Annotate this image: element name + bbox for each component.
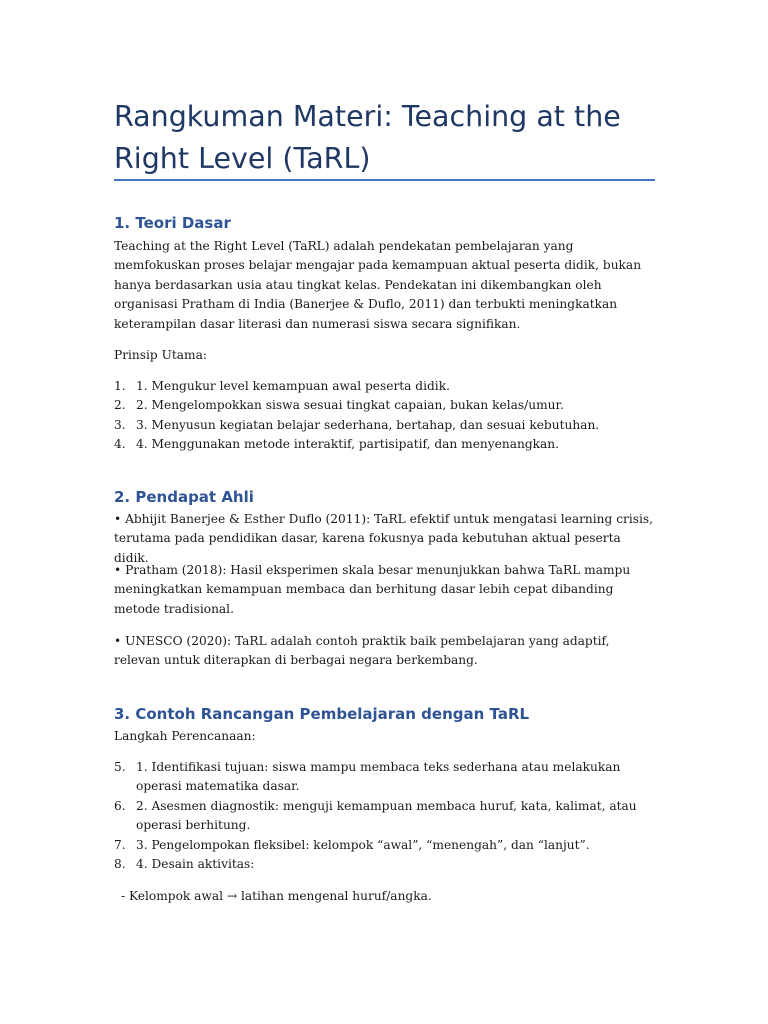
section-heading-pendapat-ahli: 2. Pendapat Ahli xyxy=(114,488,254,506)
teori-dasar-paragraph: Teaching at the Right Level (TaRL) adalah pendekatan pembelajaran yang memfokuskan proses belajar mengajar pada kemampuan aktual peserta didik, bukan hanya berdasarkan usia atau tingkat kelas. Pendekatan ini dikembangkan oleh organisasi Pratham di India (Banerjee & Duflo, 2011) dan terbukti meningkatkan keterampilan dasar literasi dan numerasi siswa secara signifikan. xyxy=(114,239,642,331)
list-item: 7. 3. Pengelompokan fleksibel: kelompok “awal”, “menengah”, dan “lanjut”. xyxy=(114,837,590,852)
section-heading-teori-dasar: 1. Teori Dasar xyxy=(114,214,231,232)
document-title: Rangkuman Materi: Teaching at the Right Level (TaRL) xyxy=(114,100,621,175)
opinion-pratham: • Pratham (2018): Hasil eksperimen skala besar menunjukkan bahwa TaRL mampu meningkatkan kemampuan membaca dan berhitung dasar lebih cepat dibanding metode tradisional. xyxy=(114,563,631,616)
opinion-unesco: • UNESCO (2020): TaRL adalah contoh praktik baik pembelajaran yang adaptif, relevan untuk diterapkan di berbagai negara berkembang. xyxy=(114,634,610,668)
principles-label: Prinsip Utama: xyxy=(114,348,207,362)
steps-label: Langkah Perencanaan: xyxy=(114,729,256,743)
list-item: 5. 1. Identifikasi tujuan: siswa mampu membaca teks sederhana atau melakukan operasi matematika dasar. xyxy=(114,760,621,794)
list-item: 8. 4. Desain aktivitas: xyxy=(114,857,255,872)
section-heading-contoh-rancangan: 3. Contoh Rancangan Pembelajaran dengan TaRL xyxy=(114,705,530,723)
title-underline xyxy=(114,179,655,181)
principles-list xyxy=(114,377,659,455)
list-item: 6. 2. Asesmen diagnostik: menguji kemampuan membaca huruf, kata, kalimat, atau operasi berhitung. xyxy=(114,798,637,833)
list-item: 2. 2. Mengelompokkan siswa sesuai tingkat capaian, bukan kelas/umur. xyxy=(114,398,564,413)
list-item: 1. 1. Mengukur level kemampuan awal peserta didik. xyxy=(114,379,450,393)
activity-subpoint: - Kelompok awal → latihan mengenal huruf/angka. xyxy=(121,889,432,903)
opinion-banerjee-duflo: • Abhijit Banerjee & Esther Duflo (2011): TaRL efektif untuk mengatasi learning crisis, terutama pada pendidikan dasar, karena fokusnya pada kebutuhan aktual peserta didik. xyxy=(114,512,654,565)
list-item: 3. 3. Menyusun kegiatan belajar sederhana, bertahap, dan sesuai kebutuhan. xyxy=(114,417,600,432)
list-item: 4. 4. Menggunakan metode interaktif, partisipatif, dan menyenangkan. xyxy=(114,437,560,452)
steps-list xyxy=(114,758,659,874)
